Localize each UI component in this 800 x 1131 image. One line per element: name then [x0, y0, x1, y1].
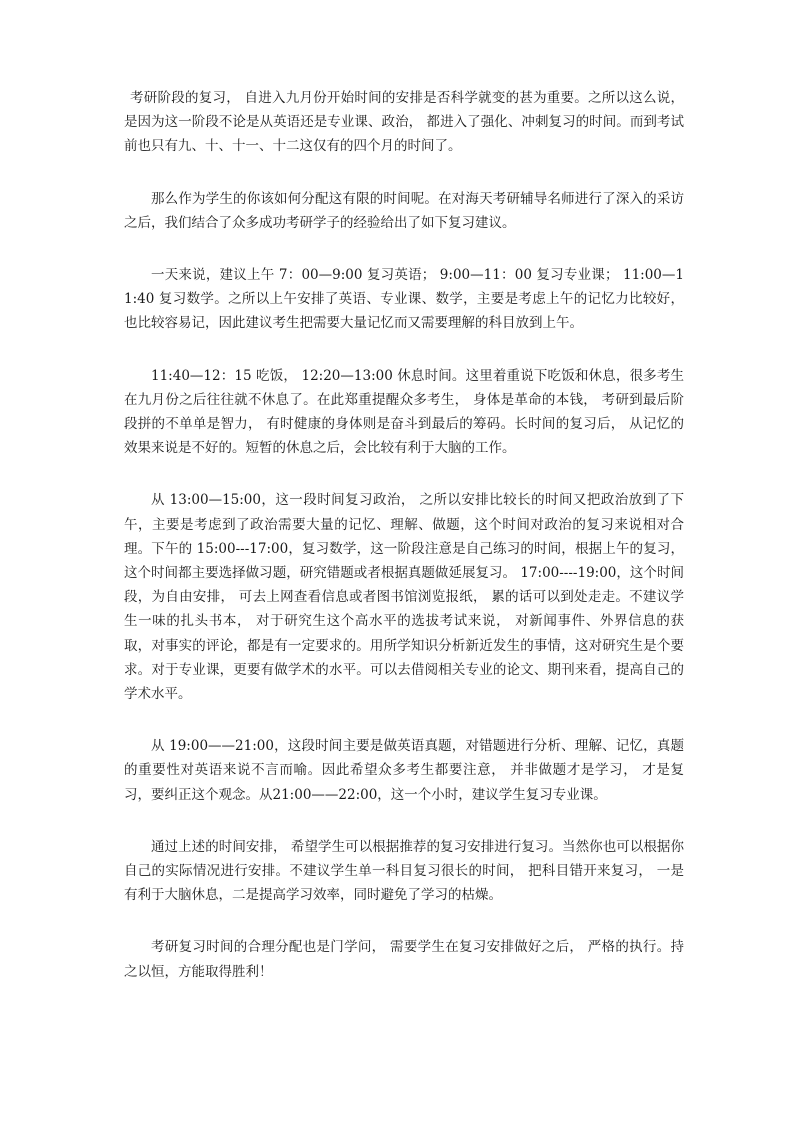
paragraph-question: 那么作为学生的你该如何分配这有限的时间呢。在对海天考研辅导名师进行了深入的采访之后，我们结合了众多成功考研学子的经验给出了如下复习建议。: [124, 190, 684, 231]
paragraph-morning-schedule: 一天来说，建议上午 7：00—9:00 复习英语； 9:00—11：00 复习专业课； 11:00—11:40 复习数学。之所以上午安排了英语、专业课、数学，主要是考虑上午的记忆力比较好，也比较容易记，因此建议考生把需要大量记忆而又需要理解的科目放到上午。: [124, 267, 684, 332]
paragraph-afternoon-schedule: 从 13:00—15:00，这一段时间复习政治， 之所以安排比较长的时间又把政治放到了下午，主要是考虑到了政治需要大量的记忆、理解、做题，这个时间对政治的复习来说相对合理。下午的 15:00---17:00，复习数学，这一阶段注意是自己练习的时间，根据上午的复习，这个时间都主要选择做习题，研究错题或者根据真题做延展复习。 17:00----19:00，这个时间段，为自由安排， 可去上网查看信息或者图书馆浏览报纸， 累的话可以到处走走。不建议学生一味的扎头书本， 对于研究生这个高水平的选拔考试来说， 对新闻事件、外界信息的获取，对事实的评论，都是有一定要求的。用所学知识分析新近发生的事情，这对研究生是个要求。对于专业课，更要有做学术的水平。可以去借阅相关专业的论文、期刊来看，提高自己的学术水平。: [124, 492, 684, 703]
paragraph-intro: 考研阶段的复习， 自进入九月份开始时间的安排是否科学就变的甚为重要。之所以这么说，是因为这一阶段不论是从英语还是专业课、政治， 都进入了强化、冲刺复习的时间。而到考试前也只有九、十、十一、十二这仅有的四个月的时间了。: [124, 90, 684, 155]
paragraph-lunch-rest: 11:40—12：15 吃饭， 12:20—13:00 休息时间。这里着重说下吃饭和休息，很多考生在九月份之后往往就不休息了。在此郑重提醒众多考生， 身体是革命的本钱， 考研到最后阶段拼的不单单是智力， 有时健康的身体则是奋斗到最后的筹码。长时间的复习后， 从记忆的效果来说是不好的。短暂的休息之后，会比较有利于大脑的工作。: [124, 367, 684, 457]
paragraph-conclusion: 考研复习时间的合理分配也是门学问， 需要学生在复习安排做好之后， 严格的执行。持之以恒，方能取得胜利！: [124, 939, 684, 980]
paragraph-summary: 通过上述的时间安排， 希望学生可以根据推荐的复习安排进行复习。当然你也可以根据你自己的实际情况进行安排。不建议学生单一科目复习很长的时间， 把科目错开来复习， 一是有利于大脑休息，二是提高学习效率，同时避免了学习的枯燥。: [124, 838, 684, 904]
document-page: [124, 86, 684, 1012]
paragraph-evening-schedule: 从 19:00——21:00，这段时间主要是做英语真题，对错题进行分析、理解、记忆，真题的重要性对英语来说不言而喻。因此希望众多考生都要注意， 并非做题才是学习， 才是复习，要纠正这个观念。从21:00——22:00，这一个小时，建议学生复习专业课。: [124, 738, 684, 803]
